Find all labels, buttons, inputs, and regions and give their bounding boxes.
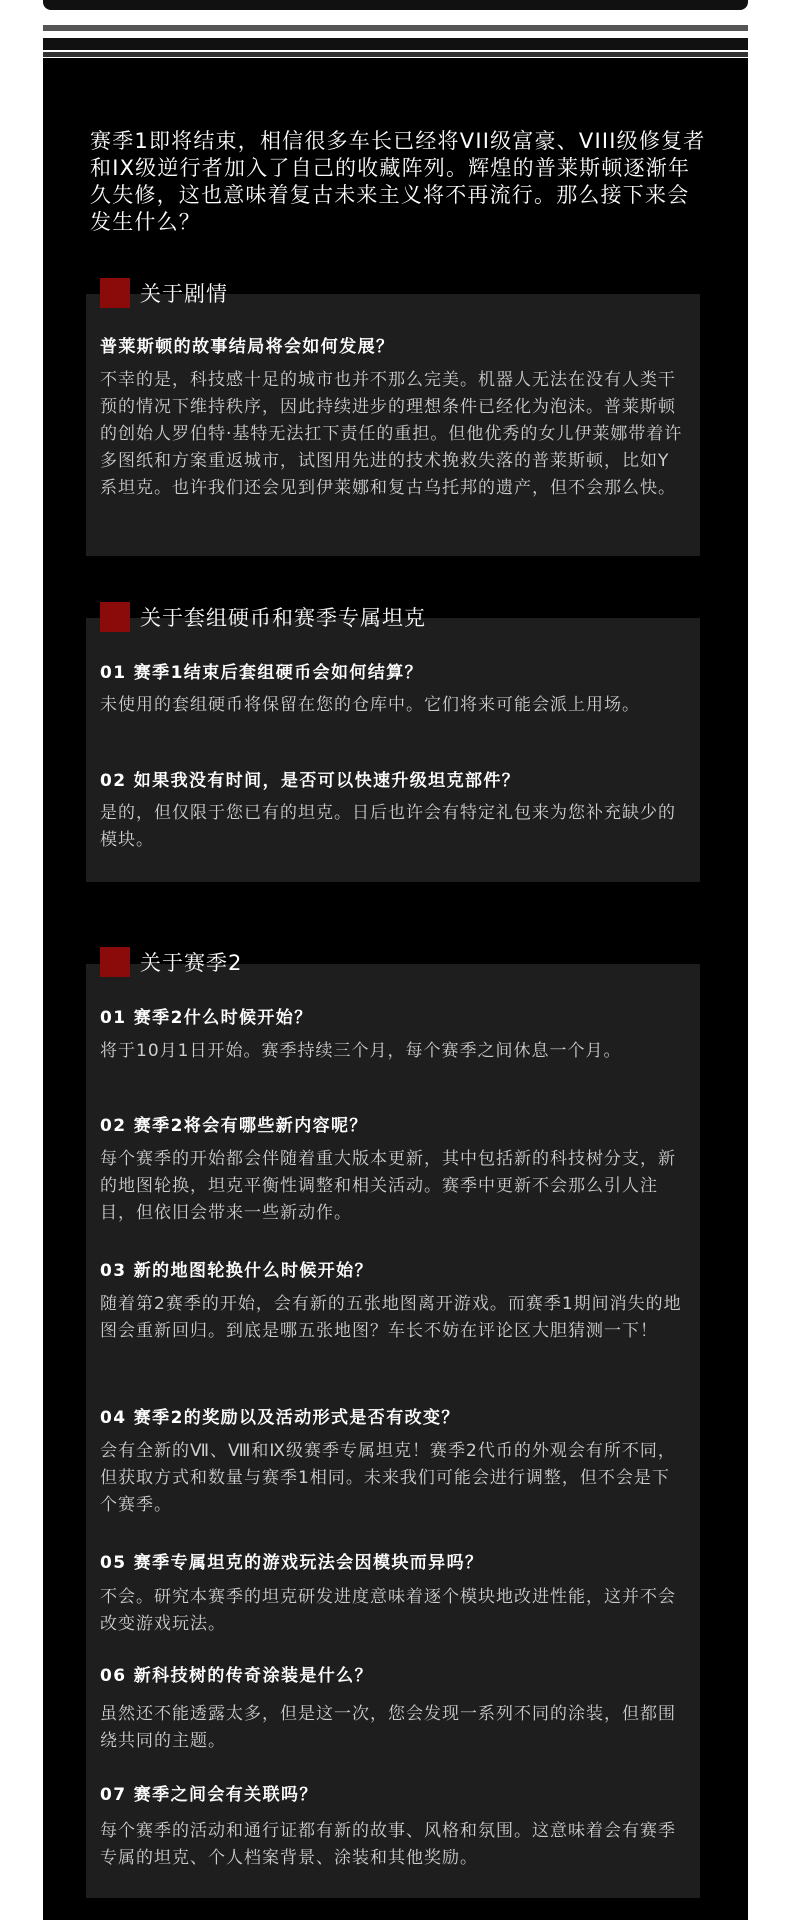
section-title: 关于赛季2 bbox=[140, 951, 243, 975]
faq-answer: 虽然还不能透露太多，但是这一次，您会发现一系列不同的涂装，但都围绕共同的主题。 bbox=[100, 1704, 676, 1751]
faq-question: 06 新科技树的传奇涂装是什么？ bbox=[100, 1666, 373, 1686]
intro-paragraph: 赛季1即将结束，相信很多车长已经将VII级富豪、VIII级修复者和IX级逆行者加入了自己的收藏阵列。辉煌的普莱斯顿逐渐年久失修，这也意味着复古未来主义将不再流行。那么接下来会发生什么？ bbox=[90, 129, 706, 234]
top-frame bbox=[43, 0, 748, 10]
faq-question: 04 赛季2的奖励以及活动形式是否有改变？ bbox=[100, 1408, 460, 1428]
section-marker-icon bbox=[100, 278, 130, 308]
faq-answer: 是的，但仅限于您已有的坦克。日后也许会有特定礼包来为您补充缺少的模块。 bbox=[100, 803, 676, 850]
divider bbox=[43, 25, 748, 31]
article-body bbox=[43, 58, 748, 1920]
faq-answer: 不会。研究本赛季的坦克研发进度意味着逐个模块地改进性能，这并不会改变游戏玩法。 bbox=[100, 1587, 676, 1634]
faq-answer: 未使用的套组硬币将保留在您的仓库中。它们将来可能会派上用场。 bbox=[100, 695, 640, 715]
faq-question: 05 赛季专属坦克的游戏玩法会因模块而异吗？ bbox=[100, 1553, 484, 1573]
section-title: 关于剧情 bbox=[140, 282, 228, 306]
faq-question: 03 新的地图轮换什么时候开始？ bbox=[100, 1261, 373, 1281]
faq-question: 07 赛季之间会有关联吗？ bbox=[100, 1785, 318, 1805]
faq-answer: 会有全新的Ⅶ、Ⅷ和Ⅸ级赛季专属坦克！赛季2代币的外观会有所不同，但获取方式和数量与赛季1相同。未来我们可能会进行调整，但不会是下个赛季。 bbox=[100, 1441, 676, 1515]
divider bbox=[43, 38, 748, 50]
faq-question: 01 赛季1结束后套组硬币会如何结算？ bbox=[100, 663, 424, 683]
section-header-coins bbox=[100, 600, 426, 634]
faq-question: 01 赛季2什么时候开始？ bbox=[100, 1008, 313, 1028]
faq-question: 普莱斯顿的故事结局将会如何发展？ bbox=[100, 337, 395, 357]
faq-answer: 随着第2赛季的开始，会有新的五张地图离开游戏。而赛季1期间消失的地图会重新回归。到底是哪五张地图？车长不妨在评论区大胆猜测一下！ bbox=[100, 1294, 682, 1341]
section-marker-icon bbox=[100, 602, 130, 632]
section-marker-icon bbox=[100, 947, 130, 977]
divider bbox=[43, 52, 748, 57]
section-header-season2 bbox=[100, 945, 242, 979]
section-header-story bbox=[100, 276, 228, 310]
faq-answer: 将于10月1日开始。赛季持续三个月，每个赛季之间休息一个月。 bbox=[100, 1041, 622, 1061]
season2-section-panel bbox=[86, 964, 700, 1898]
section-title: 关于套组硬币和赛季专属坦克 bbox=[140, 606, 426, 630]
faq-question: 02 如果我没有时间，是否可以快速升级坦克部件？ bbox=[100, 771, 521, 791]
faq-answer: 不幸的是，科技感十足的城市也并不那么完美。机器人无法在没有人类干预的情况下维持秩序，因此持续进步的理想条件已经化为泡沫。普莱斯顿的创始人罗伯特·基特无法扛下责任的重担。但他优秀的女儿伊莱娜带着许多图纸和方案重返城市，试图用先进的技术挽救失落的普莱斯顿，比如Y系坦克。也许我们还会见到伊莱娜和复古乌托邦的遗产，但不会那么快。 bbox=[100, 370, 683, 498]
faq-question: 02 赛季2将会有哪些新内容呢？ bbox=[100, 1116, 368, 1136]
faq-answer: 每个赛季的活动和通行证都有新的故事、风格和氛围。这意味着会有赛季专属的坦克、个人档案背景、涂装和其他奖励。 bbox=[100, 1821, 676, 1868]
faq-answer: 每个赛季的开始都会伴随着重大版本更新，其中包括新的科技树分支，新的地图轮换，坦克平衡性调整和相关活动。赛季中更新不会那么引人注目，但依旧会带来一些新动作。 bbox=[100, 1149, 676, 1223]
